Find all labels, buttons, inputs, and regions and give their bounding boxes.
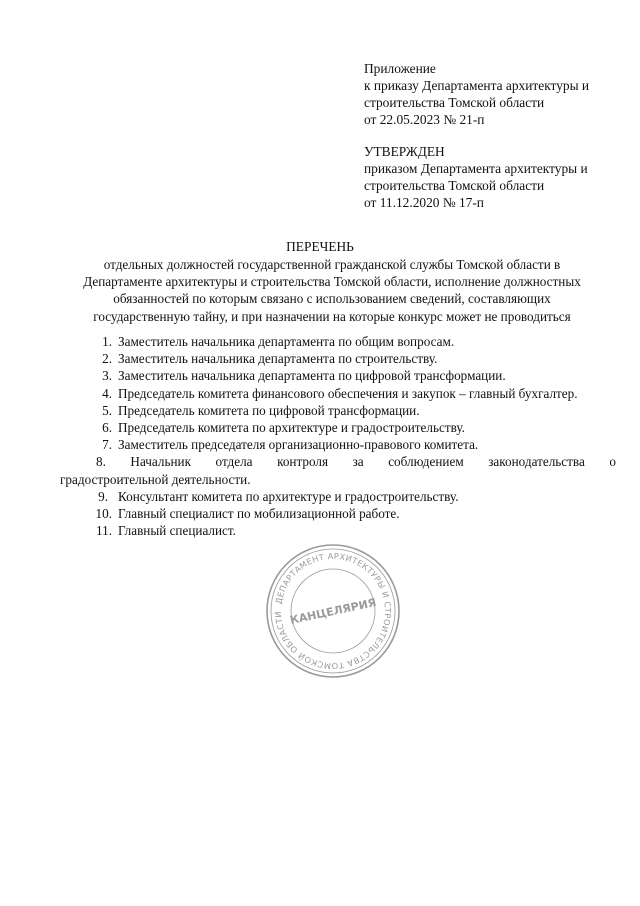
subtitle-line: государственную тайну, и при назначении на которые конкурс может не проводиться [93,308,571,324]
subtitle-line: Департаменте архитектуры и строительства Томской области, исполнение должностных [83,274,581,290]
item-text: Главный специалист. [118,523,236,539]
header-line: к приказу Департамента архитектуры и [364,78,590,93]
approved-line: строительства Томской области [364,178,545,193]
item-word: 8. [96,454,106,470]
office-stamp [263,541,403,681]
item-number: 11. [96,523,112,539]
subtitle-line: отдельных должностей государственной гражданской службы Томской области в [103,257,561,272]
list-item [60,522,616,539]
list-item [60,488,616,505]
list-item [60,402,616,419]
approved-line: УТВЕРЖДЕН [364,144,445,159]
item-number: 10. [95,506,112,522]
item-text: Заместитель начальника департамента по строительству. [118,351,438,367]
stamp-center-text: КАНЦЕЛЯРИЯ [288,596,378,627]
list-item [60,419,616,436]
header-line: от 22.05.2023 № 21-п [364,112,485,127]
item-number: 2. [102,351,112,367]
item-text: Председатель комитета по цифровой трансформации. [118,402,420,418]
item-text: Консультант комитета по архитектуре и градостроительству. [118,488,459,504]
document-title: ПЕРЕЧЕНЬ [286,239,354,254]
header-line: строительства Томской области [364,95,545,110]
item-word: за [352,454,364,470]
item-number: 4. [102,385,112,401]
header-line: Приложение [364,61,436,76]
item-number: 3. [102,368,112,384]
item-text: Главный специалист по мобилизационной работе. [118,506,400,522]
item-word: Начальник [130,454,191,470]
approved-block [364,143,634,211]
approved-line: приказом Департамента архитектуры и [364,161,588,176]
item-word: отдела [215,454,253,470]
positions-list [60,333,616,539]
item-number: 6. [102,420,112,436]
item-continuation: градостроительной деятельности. [60,471,251,487]
list-item [60,505,616,522]
approved-line: от 11.12.2020 № 17-п [364,195,484,210]
item-text: Председатель комитета финансового обеспечения и закупок – главный бухгалтер. [118,385,578,401]
item-word: соблюдением [388,454,464,470]
list-item [60,350,616,367]
document-subtitle [52,256,612,325]
item-text: Заместитель начальника департамента по общим вопросам. [118,334,455,349]
subtitle-line: обязанностей по которым связано с использованием сведений, составляющих [113,291,551,307]
list-item [60,333,616,350]
item-word: о [609,454,616,470]
stamp-ring-text: ДЕПАРТАМЕНТ АРХИТЕКТУРЫ И СТРОИТЕЛЬСТВА ТОМСКОЙ ОБЛАСТИ [272,550,394,672]
item-number: 1. [102,334,112,349]
item-text: Заместитель председателя организационно-правового комитета. [118,437,479,453]
item-number: 9. [98,488,108,504]
item-word: контроля [277,454,329,470]
item-number: 5. [102,402,112,418]
list-item [60,367,616,384]
item-number: 7. [102,437,112,453]
item-word: законодательства [488,454,585,470]
list-item [60,385,616,402]
attachment-header [364,60,634,128]
list-item-justified [60,453,616,487]
item-text: Заместитель начальника департамента по цифровой трансформации. [118,368,506,384]
item-text: Председатель комитета по архитектуре и градостроительству. [118,420,465,436]
item-first-line [60,453,616,470]
list-item [60,436,616,453]
